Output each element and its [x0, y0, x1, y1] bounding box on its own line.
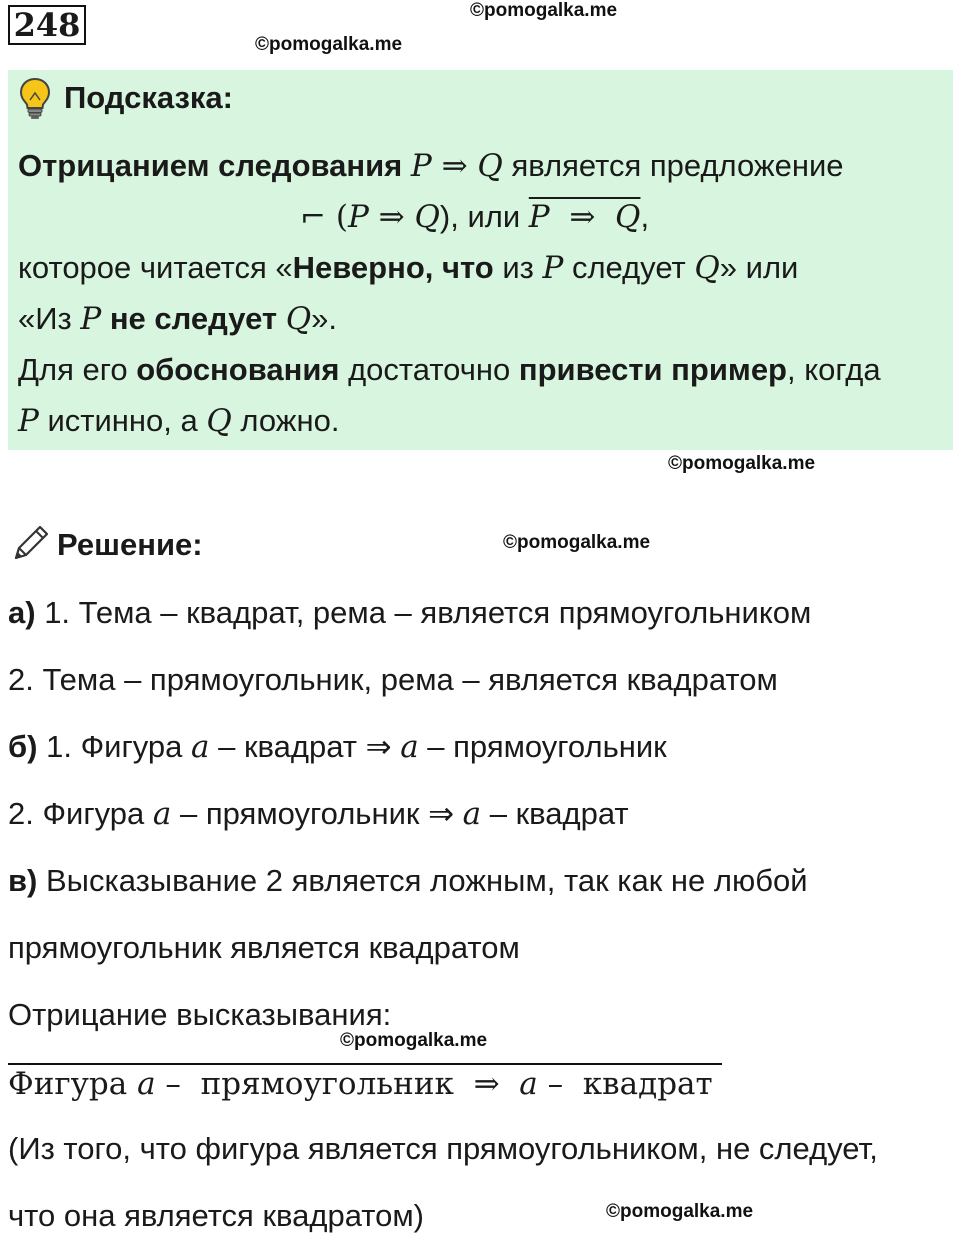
hint-text: истинно, а [38, 403, 207, 438]
math-var: a [519, 1066, 538, 1102]
hint-line-6 [18, 403, 339, 439]
hint-line-4 [18, 301, 337, 337]
hint-line-3 [18, 250, 798, 286]
negation-symbol: ⌐ ( [300, 199, 348, 235]
solution-text: – прямоугольник [418, 729, 667, 764]
solution-text: 1. Фигура [37, 729, 192, 764]
hint-text: из [493, 250, 543, 285]
hint-text: не следует [101, 301, 286, 336]
hint-text: ложно. [231, 403, 340, 438]
hint-title: Подсказка: [64, 80, 233, 115]
math-var: a [152, 796, 172, 832]
math-var: P [18, 403, 39, 439]
math-var: Q [206, 403, 232, 439]
statement-text: Фигура [8, 1066, 138, 1102]
hint-text: «Из [18, 301, 81, 336]
solution-title: Решение: [57, 527, 203, 562]
hint-text: » или [719, 250, 799, 285]
solution-line-c1 [8, 863, 808, 899]
hint-text: которое читается « [18, 250, 293, 285]
hint-text: обоснования [136, 352, 340, 387]
solution-text: Высказывание 2 является ложным, так как не любой [37, 863, 808, 898]
hint-text: , [640, 199, 650, 234]
math-expression: P ⇒ Q [410, 148, 503, 184]
watermark: ©pomogalka.me [606, 1201, 754, 1222]
overlined-expression: P ⇒ Q [528, 199, 641, 235]
watermark: ©pomogalka.me [340, 1030, 488, 1051]
solution-line-b2 [8, 796, 629, 832]
watermark: ©pomogalka.me [470, 0, 618, 21]
math-var: P [80, 301, 102, 337]
math-var: a [137, 1066, 156, 1102]
solution-text: – квадрат ⇒ [209, 729, 401, 764]
hint-line-1 [18, 148, 844, 184]
item-label: а) [8, 595, 36, 630]
math-var: Q [694, 250, 720, 286]
hint-text: является предложение [502, 148, 844, 183]
solution-line-c2: прямоугольник является квадратом [8, 930, 520, 965]
solution-text: – прямоугольник ⇒ [171, 796, 463, 831]
hint-text: ». [311, 301, 337, 336]
hint-text: привести пример [518, 352, 787, 387]
hint-text: Неверно, что [292, 250, 494, 285]
hint-text: достаточно [339, 352, 519, 387]
watermark: ©pomogalka.me [255, 34, 403, 55]
hint-line-5 [18, 352, 881, 388]
hint-line-2 [300, 199, 649, 235]
math-var: P [542, 250, 564, 286]
explanation-line-1: (Из того, что фигура является прямоугольником, не следует, [8, 1131, 878, 1166]
problem-number: 248 [8, 5, 86, 45]
hint-text: Отрицанием следования [18, 148, 403, 183]
pencil-icon [10, 522, 52, 564]
math-expression: P ⇒ Q [347, 199, 440, 235]
statement-text: – прямоугольник ⇒ [155, 1066, 520, 1102]
solution-text: 2. Фигура [8, 796, 153, 831]
hint-text: , когда [787, 352, 881, 387]
explanation-line-2: что она является квадратом) [8, 1198, 424, 1233]
math-var: a [191, 729, 210, 765]
solution-line-b1 [8, 729, 667, 765]
negated-statement [8, 1066, 713, 1102]
solution-text: – квадрат [481, 796, 629, 831]
math-var: Q [285, 301, 312, 337]
overline-rule [8, 1063, 722, 1065]
negation-label: Отрицание высказывания: [8, 997, 392, 1032]
statement-text: – квадрат [537, 1066, 713, 1102]
hint-text: Для его [18, 352, 137, 387]
item-label: в) [8, 863, 38, 898]
math-var: a [400, 729, 419, 765]
item-label: б) [8, 729, 38, 764]
solution-line-a1 [8, 595, 811, 631]
hint-text: ), или [439, 199, 529, 234]
solution-text: 1. Тема – квадрат, рема – является прямоугольником [35, 595, 812, 630]
lightbulb-icon [18, 76, 52, 120]
hint-text: следует [563, 250, 695, 285]
math-var: a [462, 796, 482, 832]
solution-line-a2: 2. Тема – прямоугольник, рема – является квадратом [8, 662, 778, 697]
watermark: ©pomogalka.me [503, 532, 651, 553]
watermark: ©pomogalka.me [668, 453, 816, 474]
